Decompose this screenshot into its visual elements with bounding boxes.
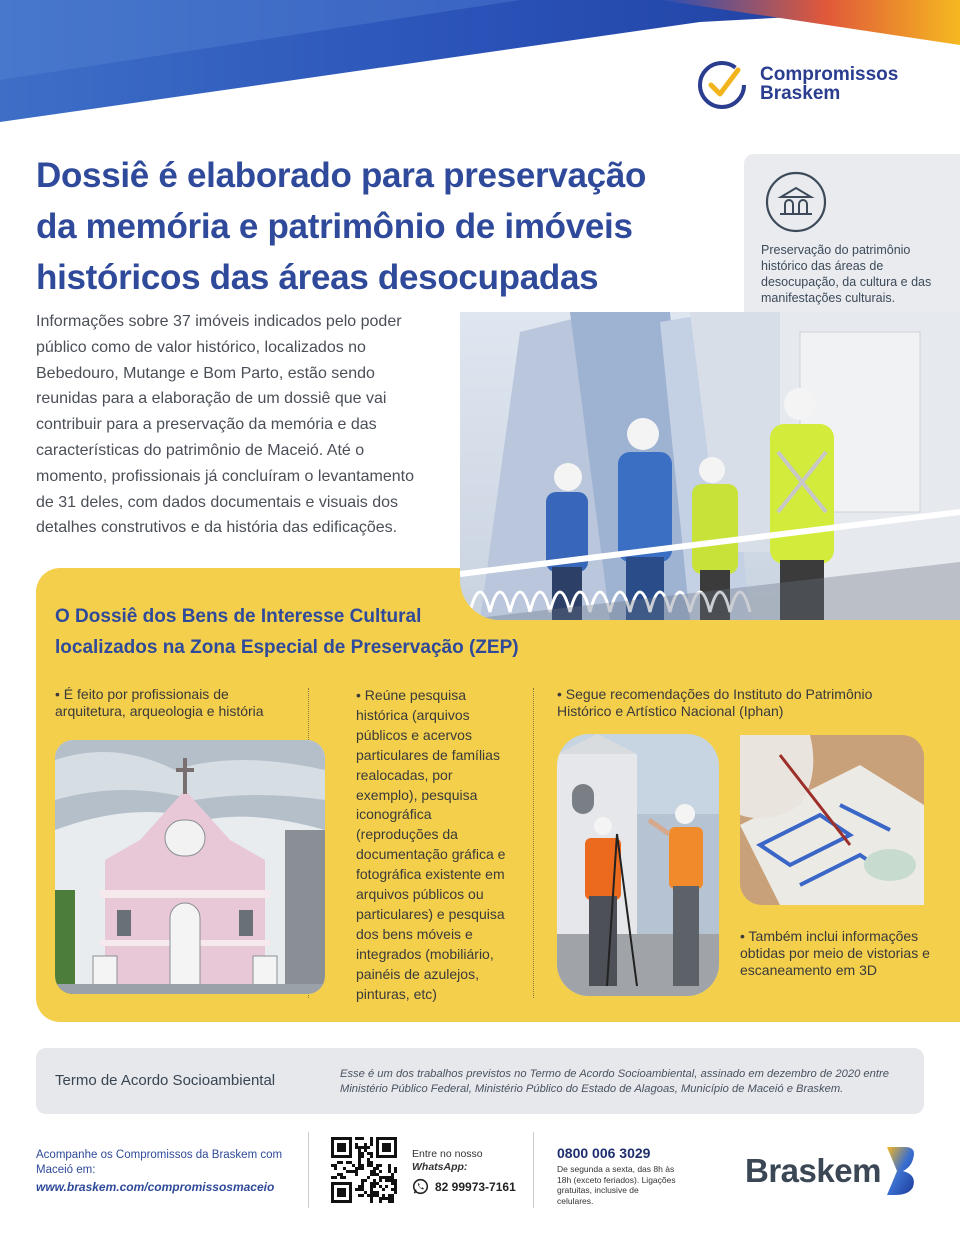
headline-line: históricos das áreas desocupadas <box>36 258 599 297</box>
heritage-card-text: Preservação do patrimônio histórico das áreas de desocupação, da cultura e das manifestações culturais. <box>761 243 932 305</box>
qr-code[interactable] <box>331 1137 397 1203</box>
hero-photo-workers <box>460 312 960 620</box>
follow-text: Acompanhe os Compromissos da Braskem com Maceió em: <box>36 1149 283 1176</box>
heritage-card <box>744 154 960 328</box>
whatsapp-contact[interactable] <box>412 1178 516 1195</box>
phone-number[interactable]: 0800 006 3029 <box>557 1145 651 1161</box>
zep-title <box>55 601 575 663</box>
intro-paragraph: Informações sobre 37 imóveis indicados pelo poder público como de valor histórico, localizados no Bebedouro, Mutange e Bom Parto, estão sendo reunidas para a elaboração de um dossiê que vai contribuir para a preservação da memória e das características do patrimônio de Maceió. Até o momento, profissionais já concluíram o levantamento de 31 deles, com dados documentais e visuais dos detalhes construtivos e da história das edificações. <box>36 313 414 537</box>
bullet-iphan: • Segue recomendações do Instituto do Patrimônio Histórico e Artístico Nacional (Iphan) <box>557 686 873 719</box>
whatsapp-label-line2: WhatsApp: <box>412 1160 468 1173</box>
braskem-logo <box>745 1145 919 1197</box>
church-photo <box>55 740 325 994</box>
agreement-title: Termo de Acordo Socioambiental <box>55 1072 276 1089</box>
follow-block <box>36 1148 296 1195</box>
braskem-mark-icon <box>883 1145 919 1197</box>
building-columns-icon <box>764 170 828 234</box>
phone-hours: De segunda a sexta, das 8h às 18h (exceto feriados). Ligações gratuitas, inclusive de celulares. <box>557 1164 676 1206</box>
footer-divider <box>308 1132 309 1208</box>
headline-line: Dossiê é elaborado para preservação <box>36 156 647 195</box>
page-title <box>36 150 736 303</box>
website-link[interactable]: www.braskem.com/compromissosmaceio <box>36 1180 275 1194</box>
braskem-wordmark: Braskem <box>745 1152 881 1189</box>
agreement-bar <box>36 1048 924 1114</box>
zep-title-line1: O Dossiê dos Bens de Interesse Cultural <box>55 606 422 627</box>
zep-title-line2: localizados na Zona Especial de Preservação (ZEP) <box>55 637 519 658</box>
compromissos-logo <box>696 56 926 112</box>
whatsapp-icon <box>412 1178 429 1195</box>
logo-line2: Braskem <box>760 83 841 104</box>
footer-divider <box>533 1132 534 1208</box>
column-divider <box>533 688 534 998</box>
bullet-3d-scan: • Também inclui informações obtidas por meio de vistorias e escaneamento em 3D <box>740 928 930 978</box>
whatsapp-number: 82 99973-7161 <box>435 1179 516 1194</box>
agreement-text: Esse é um dos trabalhos previstos no Termo de Acordo Socioambiental, assinado em dezembro de 2020 entre Ministério Público Federal, Ministério Público do Estado de Alagoas, Município de Maceió e Braskem. <box>340 1068 889 1095</box>
whatsapp-label <box>412 1148 483 1173</box>
whatsapp-label-line1: Entre no nosso <box>412 1148 483 1160</box>
check-circle-icon <box>696 58 748 110</box>
logo-line1: Compromissos <box>760 64 899 85</box>
tile-restoration-photo <box>740 735 924 905</box>
headline-line: da memória e patrimônio de imóveis <box>36 207 633 246</box>
bullet-professionals: • É feito por profissionais de arquitetura, arqueologia e história <box>55 686 264 719</box>
bullet-research: • Reúne pesquisa histórica (arquivos públicos e acervos particulares de famílias realocadas, por exemplo), pesquisa iconográfica (reproduções da documentação gráfica e fotográfica existente em arquivos públicos ou particulares) e pesquisa dos bens móveis e integrados (mobiliário, painéis de azulejos, pinturas, etc) <box>356 687 506 1002</box>
survey-photo <box>557 734 719 996</box>
